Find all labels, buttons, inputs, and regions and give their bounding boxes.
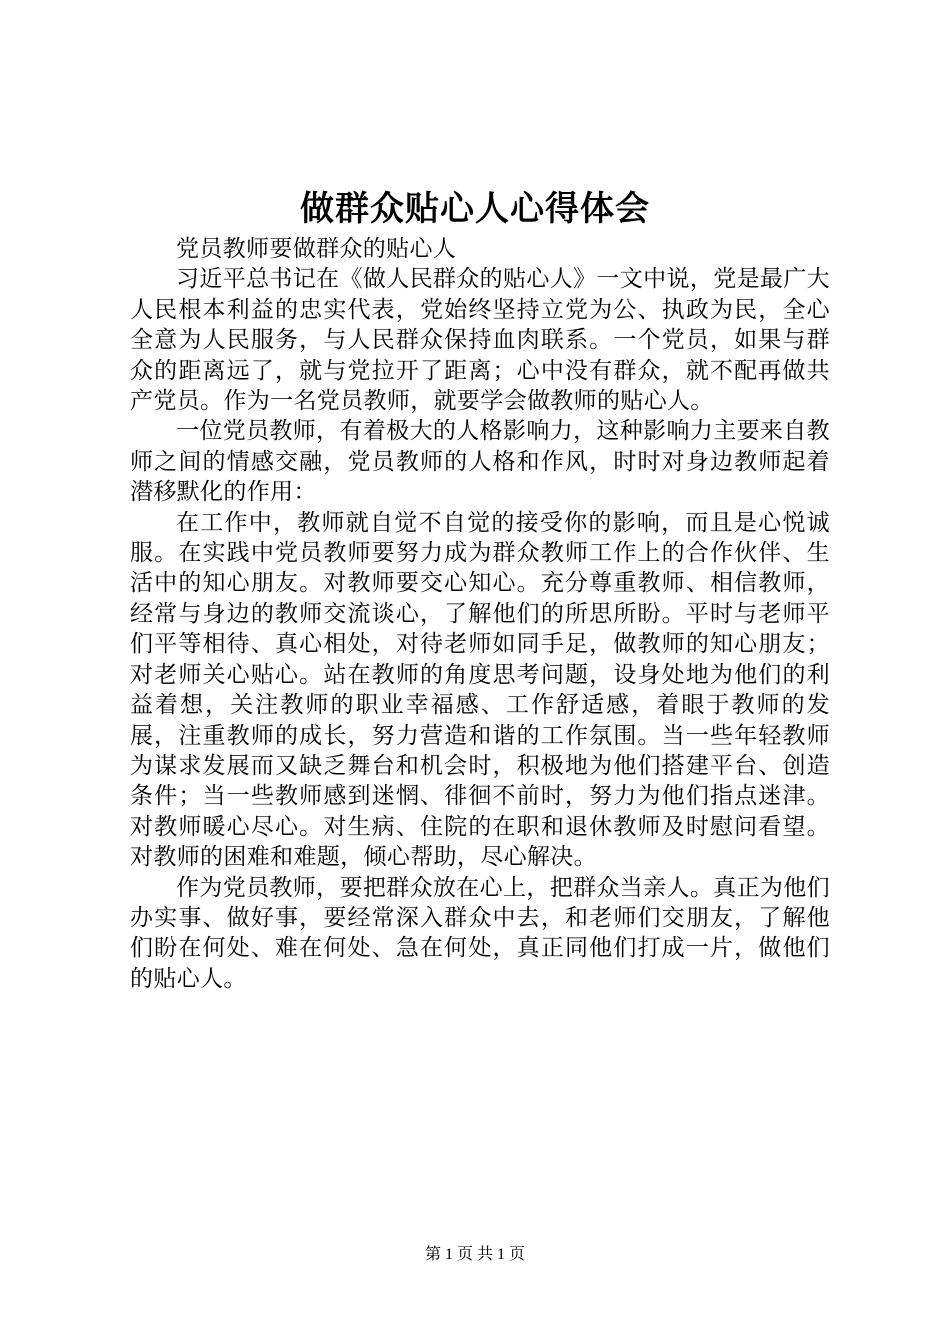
paragraph-3: 在工作中，教师就自觉不自觉的接受你的影响，而且是心悦诚服。在实践中党员教师要努力成为群众教师工作上的合作伙伴、生活中的知心朋友。对教师要交心知心。充分尊重教师、相信教师，经常与身边的教师交流谈心，了解他们的所思所盼。平时与老师平们平等相待、真心相处，对待老师如同手足，做教师的知心朋友；对老师关心贴心。站在教师的角度思考问题，设身处地为他们的利益着想，关注教师的职业幸福感、工作舒适感，着眼于教师的发展，注重教师的成长，努力营造和谐的工作氛围。当一些年轻教师为谋求发展而又缺乏舞台和机会时，积极地为他们搭建平台、创造条件；当一些教师感到迷惘、徘徊不前时，努力为他们指点迷津。对教师暖心尽心。对生病、住院的在职和退休教师及时慰问看望。对教师的困难和难题，倾心帮助，尽心解决。 [130, 509, 830, 871]
page-footer: 第 1 页 共 1 页 [424, 1246, 525, 1263]
paragraph-1: 习近平总书记在《做人民群众的贴心人》一文中说，党是最广大人民根本利益的忠实代表，党始终坚持立党为公、执政为民，全心全意为人民服务，与人民群众保持血肉联系。一个党员，如果与群众的距离远了，就与党拉开了距离；心中没有群众，就不配再做共产党员。作为一名党员教师，就要学会做教师的贴心人。 [130, 266, 830, 415]
document-body [130, 234, 830, 994]
paragraph-4: 作为党员教师，要把群众放在心上，把群众当亲人。真正为他们办实事、做好事，要经常深入群众中去，和老师们交朋友，了解他们盼在何处、难在何处、急在何处，真正同他们打成一片，做他们的贴心人。 [130, 874, 830, 992]
paragraph-2: 一位党员教师，有着极大的人格影响力，这种影响力主要来自教师之间的情感交融，党员教师的人格和作风，时时对身边教师起着潜移默化的作用： [130, 418, 830, 506]
document-subtitle: 党员教师要做群众的贴心人 [176, 236, 457, 262]
document-title: 做群众贴心人心得体会 [300, 189, 650, 229]
